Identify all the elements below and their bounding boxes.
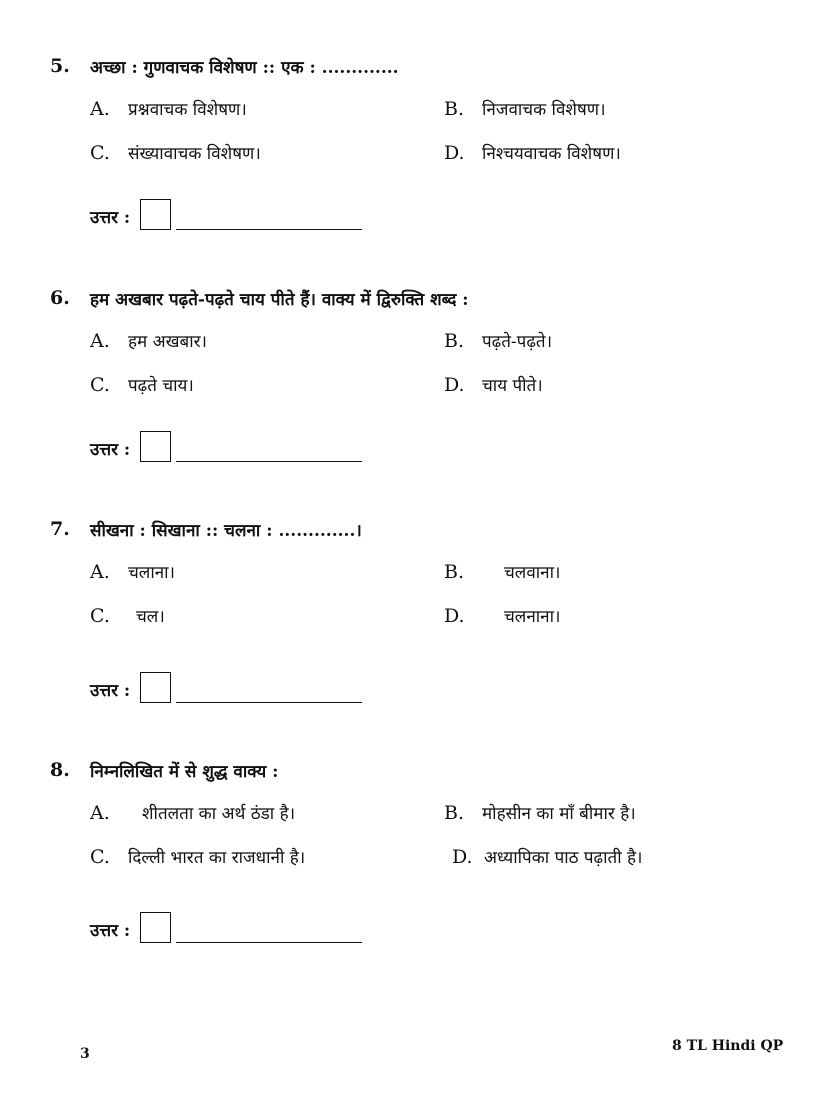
option-c: [90, 845, 305, 868]
option-a: [90, 97, 247, 120]
option-text: चाय पीते।: [482, 376, 543, 396]
option-text: शीतलता का अर्थ ठंडा है।: [142, 804, 296, 824]
option-letter: D.: [444, 374, 465, 396]
answer-box[interactable]: [140, 431, 171, 462]
question-number: 7.: [50, 518, 70, 540]
option-text: संख्यावाचक विशेषण।: [128, 144, 261, 164]
option-d: [444, 604, 560, 627]
option-a: [90, 329, 207, 352]
option-text: चल।: [136, 607, 165, 627]
option-text: चलवाना।: [504, 563, 561, 583]
option-a: [90, 801, 295, 824]
question-7: [0, 518, 827, 718]
option-text: हम अखबार।: [128, 332, 207, 352]
question-number: 6.: [50, 287, 70, 309]
answer-line[interactable]: [176, 461, 362, 462]
option-letter: D.: [452, 846, 473, 868]
option-d: [444, 141, 621, 164]
page-number: 3: [80, 1046, 90, 1062]
option-b: [444, 329, 552, 352]
option-text: अध्यापिका पाठ पढ़ाती है।: [484, 848, 643, 868]
option-b: [444, 560, 560, 583]
question-text: हम अखबार पढ़ते-पढ़ते चाय पीते हैं। वाक्य में द्विरुक्ति शब्द :: [90, 290, 469, 310]
option-text: चलाना।: [128, 563, 176, 583]
answer-line[interactable]: [176, 942, 362, 943]
option-c: [90, 373, 194, 396]
question-8: [0, 759, 827, 959]
option-letter: C.: [90, 374, 110, 396]
question-text: निम्नलिखित में से शुद्ध वाक्य :: [90, 762, 279, 782]
answer-line[interactable]: [176, 702, 362, 703]
option-text: पढ़ते चाय।: [128, 376, 194, 396]
option-letter: B.: [444, 802, 465, 824]
option-d: [452, 845, 643, 868]
answer-label: उत्तर :: [90, 921, 131, 941]
option-letter: B.: [444, 561, 465, 583]
answer-label: उत्तर :: [90, 681, 131, 701]
option-text: निजवाचक विशेषण।: [482, 100, 606, 120]
option-letter: C.: [90, 846, 110, 868]
option-letter: C.: [90, 605, 110, 627]
option-letter: A.: [90, 98, 110, 120]
option-text: दिल्ली भारत का राजधानी है।: [128, 848, 306, 868]
option-text: मोहसीन का माँ बीमार है।: [482, 804, 636, 824]
question-text: सीखना : सिखाना :: चलना : .............।: [90, 521, 362, 541]
answer-label: उत्तर :: [90, 440, 131, 460]
answer-box[interactable]: [140, 912, 171, 943]
option-letter: B.: [444, 98, 465, 120]
question-6: [0, 287, 827, 487]
answer-box[interactable]: [140, 199, 171, 230]
option-letter: B.: [444, 330, 465, 352]
option-b: [444, 97, 606, 120]
option-a: [90, 560, 175, 583]
option-text: निश्चयवाचक विशेषण।: [482, 144, 621, 164]
option-letter: C.: [90, 142, 110, 164]
option-text: चलनाना।: [504, 607, 561, 627]
option-letter: D.: [444, 142, 465, 164]
option-letter: A.: [90, 561, 110, 583]
question-number: 8.: [50, 759, 70, 781]
answer-box[interactable]: [140, 672, 171, 703]
answer-line[interactable]: [176, 229, 362, 230]
question-number: 5.: [50, 55, 70, 77]
question-5: [0, 55, 827, 255]
answer-label: उत्तर :: [90, 208, 131, 228]
question-text: अच्छा : गुणवाचक विशेषण :: एक : .............: [90, 58, 399, 78]
option-letter: A.: [90, 330, 110, 352]
option-text: प्रश्नवाचक विशेषण।: [128, 100, 247, 120]
option-b: [444, 801, 636, 824]
option-letter: D.: [444, 605, 465, 627]
option-c: [90, 141, 261, 164]
option-text: पढ़ते-पढ़ते।: [482, 332, 553, 352]
option-d: [444, 373, 543, 396]
option-letter: A.: [90, 802, 110, 824]
paper-title: 8 TL Hindi QP: [672, 1038, 784, 1054]
option-c: [90, 604, 165, 627]
